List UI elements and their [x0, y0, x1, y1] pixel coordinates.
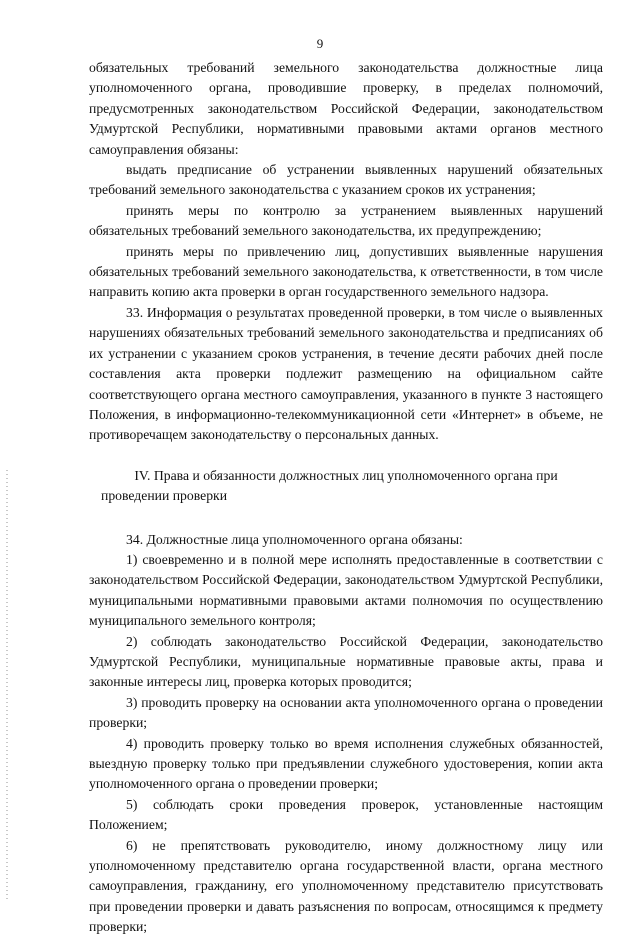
document-body: [89, 58, 603, 938]
paragraph-item-34: 34. Должностные лица уполномоченного органа обязаны:: [126, 531, 463, 547]
list-item-6: 6) не препятствовать руководителю, иному должностному лицу или уполномоченному представителю органа государственной власти, органа местного самоуправления, гражданину, его уполномоченному представителю присутствовать при проведении проверки и давать разъяснения по вопросам, относящимся к предмету проверки;: [89, 837, 603, 935]
paragraph-issue-order: выдать предписание об устранении выявленных нарушений обязательных требований земельного законодательства с указанием сроков их устранения;: [89, 162, 603, 198]
list-item-2: 2) соблюдать законодательство Российской Федерации, законодательство Удмуртской Республики, муниципальные нормативные правовые акты, права и законные интересы лиц, проверка которых проводится;: [89, 633, 603, 690]
list-item-1: 1) своевременно и в полной мере исполнять предоставленные в соответствии с законодательством Российской Федерации, законодательством Удмуртской Республики, муниципальными нормативными правовыми актами полномочия по осуществлению муниципального земельного контроля;: [89, 551, 603, 629]
paragraph-liability-measures: принять меры по привлечению лиц, допустивших выявленные нарушения обязательных требований земельного законодательства, к ответственности, в том числе направить копию акта проверки в орган государственного земельного надзора.: [89, 243, 603, 300]
paragraph-control-measures: принять меры по контролю за устранением выявленных нарушений обязательных требований земельного законодательства, их предупреждению;: [89, 202, 603, 239]
scan-margin-mark: [6, 470, 8, 900]
paragraph-item-33: 33. Информация о результатах проведенной проверки, в том числе о выявленных нарушениях обязательных требований земельного законодательства и предписаниях об их устранении с указанием сроков устранения, в течение десяти рабочих дней после составления акта проверки подлежит размещению на официальном сайте соответствующего органа местного самоуправления, указанного в пункте 3 настоящего Положения, в информационно-телекоммуникационной сети «Интернет» в объеме, не противоречащем законодательству о персональных данных.: [89, 304, 603, 443]
list-item-4: 4) проводить проверку только во время исполнения служебных обязанностей, выездную проверку только при предъявлении служебного удостоверения, копии акта уполномоченного органа о проведении проверки;: [89, 735, 603, 792]
paragraph-obligations-intro: обязательных требований земельного законодательства должностные лица уполномоченного органа, проводившие проверку, в пределах полномочий, предусмотренных законодательством Российской Федерации, законодательством Удмуртской Республики, нормативными правовыми актами органов местного самоуправления обязаны:: [89, 60, 603, 157]
list-item-3: 3) проводить проверку на основании акта уполномоченного органа о проведении проверки;: [89, 694, 603, 731]
section-heading: IV. Права и обязанности должностных лиц уполномоченного органа при проведении проверки: [101, 467, 558, 504]
list-item-5: 5) соблюдать сроки проведения проверок, установленные настоящим Положением;: [89, 796, 603, 833]
page-number: 9: [316, 36, 324, 51]
